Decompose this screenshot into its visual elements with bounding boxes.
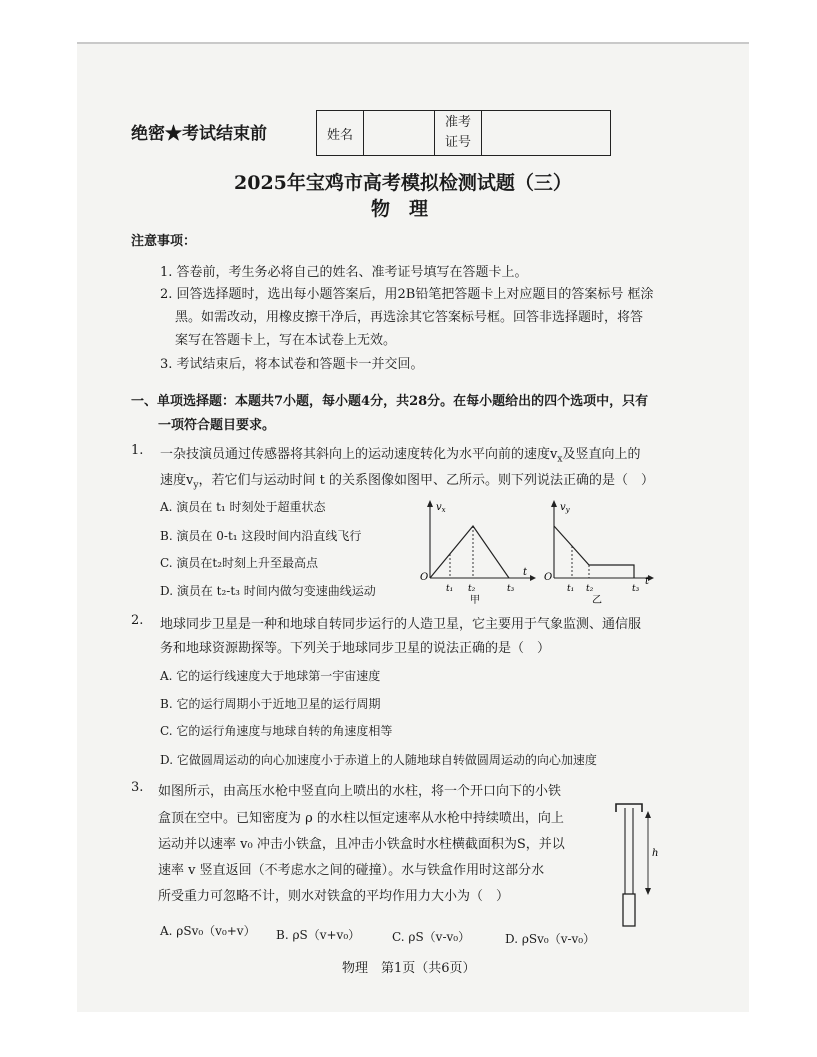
graph-yi-line — [554, 526, 634, 578]
graph-yi-v-arrow — [551, 500, 557, 507]
q1-stem-c: 速度v — [160, 473, 194, 488]
exam-id-label-line1: 准考 — [444, 115, 471, 130]
notice-item-2: 2. 回答选择题时，选出每小题答案后，用2B铅笔把答题卡上对应题目的答案标号 框涂 — [160, 287, 654, 302]
section1-heading-cont: 一项符合题目要求。 — [158, 418, 276, 433]
height-label: h — [652, 848, 659, 859]
name-label-cell: 姓名 — [317, 111, 364, 156]
graph-yi-ylabel: $v_y$ — [560, 502, 570, 514]
q3-stem-line5: 所受重力可忽略不计，则水对铁盒的平均作用力大小为（ ） — [158, 889, 510, 904]
q1-option-b: B. 演员在 0-t₁ 这段时间内沿直线飞行 — [160, 529, 362, 543]
q1-number: 1. — [131, 443, 144, 458]
graph-jia-t3: t₃ — [507, 584, 515, 594]
candidate-info-table — [316, 110, 611, 156]
graph-jia-t-arrow — [530, 575, 536, 581]
graph-yi-caption: 乙 — [592, 595, 602, 606]
name-field[interactable] — [364, 111, 435, 156]
graph-yi-origin: O — [544, 572, 553, 583]
q1-stem-d: ，若它们与运动时间 t 的关系图像如图甲、乙所示。则下列说法正确的是（ ） — [198, 473, 654, 488]
q1-vx-subscript: x — [557, 454, 563, 465]
graph-jia-ylabel: $v_x$ — [436, 502, 446, 514]
q2-option-d: D. 它做圆周运动的向心加速度小于赤道上的人随地球自转做圆周运动的向心加速度 — [160, 753, 597, 767]
exam-title: 2025年宝鸡市高考模拟检测试题（三） — [234, 172, 572, 194]
q1-stem-b: 及竖直向上的 — [562, 447, 641, 462]
graph-jia-t1: t₁ — [446, 584, 454, 594]
q2-option-b: B. 它的运行周期小于近地卫星的运行周期 — [160, 697, 381, 711]
subject-title: 物 理 — [371, 198, 429, 220]
graph-yi-t3: t₃ — [632, 584, 640, 594]
q1-option-a: A. 演员在 t₁ 时刻处于超重状态 — [160, 500, 326, 514]
q1-option-d: D. 演员在 t₂-t₃ 时间内做匀变速曲线运动 — [160, 584, 376, 598]
q1-stem-line1 — [160, 443, 640, 465]
q1-stem-a: 一杂技演员通过传感器将其斜向上的运动速度转化为水平向前的速度v — [160, 447, 558, 462]
graph-yi-t2: t₂ — [586, 584, 594, 594]
graph-yi-t1: t₁ — [567, 584, 575, 594]
exam-id-label-cell — [435, 111, 482, 156]
q2-option-a: A. 它的运行线速度大于地球第一宇宙速度 — [160, 669, 381, 683]
q3-option-a: A. ρSv₀（v₀+v） — [160, 924, 256, 938]
water-jet-figure — [606, 796, 668, 932]
graph-jia-t: t — [523, 567, 528, 578]
notice-item-2-cont2: 案写在答题卡上，写在本试卷上无效。 — [175, 333, 397, 348]
q2-option-c: C. 它的运行角速度与地球自转的角速度相等 — [160, 724, 393, 738]
notice-item-3: 3. 考试结束后，将本试卷和答题卡一并交回。 — [160, 357, 424, 372]
q1-stem-line2 — [160, 469, 654, 491]
q2-number: 2. — [131, 613, 144, 628]
graph-jia-origin: O — [420, 572, 429, 583]
q1-option-c: C. 演员在t₂时刻上升至最高点 — [160, 556, 319, 570]
height-arrow-down — [645, 888, 651, 895]
q1-vy-subscript: y — [193, 480, 199, 491]
graph-jia-line — [430, 526, 509, 578]
q3-number: 3. — [131, 780, 144, 795]
height-arrow-up — [645, 811, 651, 818]
q3-stem-line4: 速率 v 竖直返回（不考虑水之间的碰撞）。水与铁盒作用时这部分水 — [158, 863, 545, 878]
confidential-label: 绝密★考试结束前 — [131, 124, 267, 144]
graph-jia-t2: t₂ — [468, 584, 476, 594]
q3-option-c: C. ρS（v-v₀） — [392, 930, 471, 944]
q3-option-d: D. ρSv₀（v-v₀） — [505, 932, 596, 946]
q2-stem-line2: 务和地球资源勘探等。下列关于地球同步卫星的说法正确的是（ ） — [160, 641, 551, 656]
graph-jia-v-arrow — [427, 500, 433, 507]
q3-stem-line3: 运动并以速率 v₀ 冲击小铁盒，且冲击小铁盒时水柱横截面积为S，并以 — [158, 837, 565, 852]
graph-yi — [542, 498, 662, 606]
q3-stem-line1: 如图所示，由高压水枪中竖直向上喷出的水柱，将一个开口向下的小铁 — [158, 784, 562, 799]
graph-jia — [418, 498, 538, 606]
page-footer: 物理 第1页（共6页） — [342, 961, 476, 976]
exam-id-label-line2: 证号 — [444, 135, 471, 150]
graph-jia-caption: 甲 — [470, 595, 480, 606]
exam-id-field[interactable] — [482, 111, 611, 156]
notice-item-2-cont: 黑。如需改动，用橡皮擦干净后，再选涂其它答案标号框。回答非选择题时，将答 — [175, 310, 644, 325]
q3-option-b: B. ρS（v+v₀） — [276, 928, 361, 942]
q3-stem-line2: 盒顶在空中。已知密度为 ρ 的水柱以恒定速率从水枪中持续喷出，向上 — [158, 811, 564, 826]
notice-heading: 注意事项： — [131, 234, 197, 249]
graph-yi-t: t — [645, 576, 650, 587]
section1-heading: 一、单项选择题：本题共7小题，每小题4分，共28分。在每小题给出的四个选项中，只有 — [131, 394, 649, 409]
iron-box-icon — [616, 804, 642, 812]
notice-item-1: 1. 答卷前，考生务必将自己的姓名、准考证号填写在答题卡上。 — [160, 265, 528, 280]
water-gun-icon — [623, 894, 635, 926]
q2-stem-line1: 地球同步卫星是一种和地球自转同步运行的人造卫星，它主要用于气象监测、通信服 — [160, 617, 642, 632]
